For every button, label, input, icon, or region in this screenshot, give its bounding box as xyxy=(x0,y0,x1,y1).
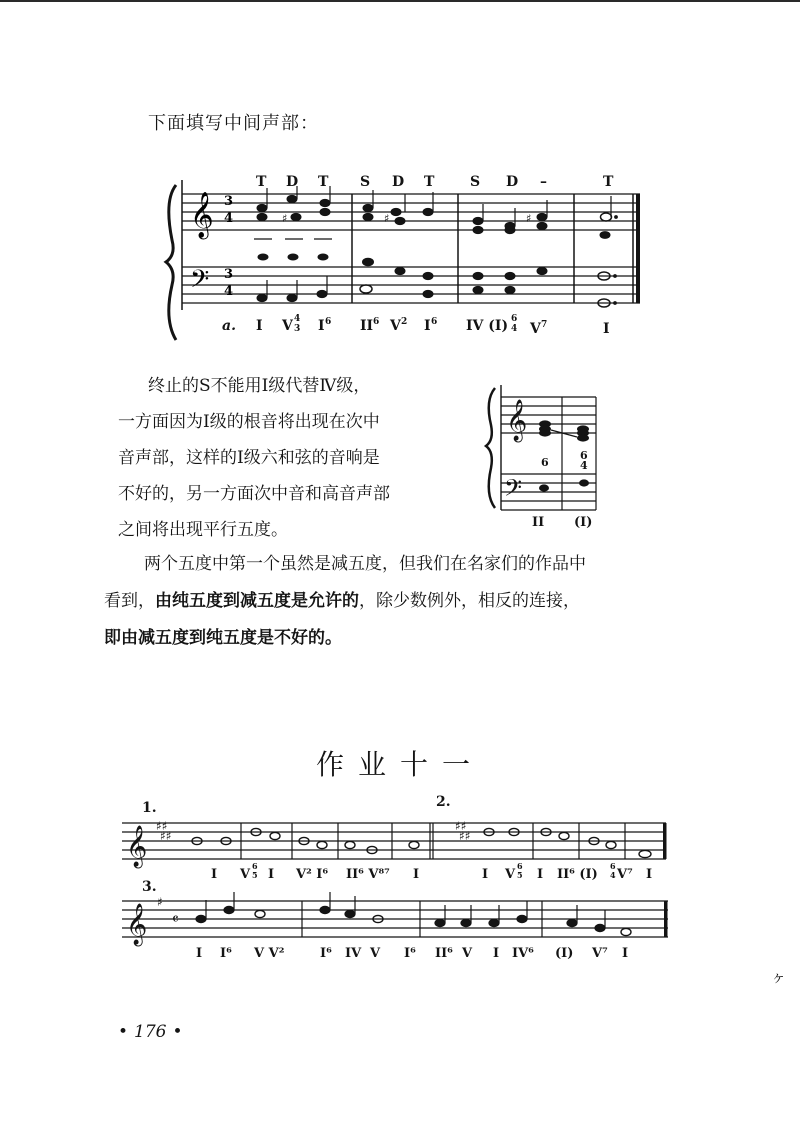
svg-text:6: 6 xyxy=(610,861,616,871)
svg-text:♯: ♯ xyxy=(282,212,288,225)
roman-numeral: I xyxy=(603,321,610,337)
roman-numeral: II xyxy=(360,318,374,334)
emphasis-text: 即由减五度到纯五度是不好的。 xyxy=(104,628,342,648)
svg-text:5: 5 xyxy=(252,870,258,880)
svg-text:6: 6 xyxy=(580,449,588,462)
function-label: – xyxy=(540,174,547,190)
bass-clef-a: 𝄢 xyxy=(190,265,210,300)
function-label: S xyxy=(470,174,481,190)
roman-numeral: IV⁶ xyxy=(512,946,534,961)
text-line: 不好的，另一方面次中音和高音声部 xyxy=(118,484,390,504)
svg-text:𝄞: 𝄞 xyxy=(506,400,528,441)
svg-text:♯♯: ♯♯ xyxy=(459,829,471,843)
roman-numeral: I xyxy=(424,318,431,334)
svg-text:4: 4 xyxy=(580,459,588,472)
text-line: 之间将出现平行五度。 xyxy=(118,520,288,540)
function-label: T xyxy=(424,174,435,190)
roman-numeral: (I) xyxy=(574,515,593,530)
exercise-staff-1 xyxy=(122,823,666,859)
svg-text:6: 6 xyxy=(517,861,523,871)
svg-text:2: 2 xyxy=(401,317,408,327)
svg-text:6: 6 xyxy=(325,317,332,327)
svg-text:♯: ♯ xyxy=(384,212,390,225)
svg-text:♯♯: ♯♯ xyxy=(455,819,467,833)
function-label: T xyxy=(318,174,329,190)
roman-numeral: I xyxy=(196,946,203,961)
svg-text:𝄞: 𝄞 xyxy=(126,904,148,945)
text-line: 看到，由纯五度到减五度是允许的，除少数例外，相反的连接， xyxy=(104,591,580,611)
roman-numeral: I⁶ xyxy=(404,946,416,961)
roman-numeral: I xyxy=(646,867,653,882)
roman-numeral: I xyxy=(413,867,420,882)
roman-numeral: V⁷ xyxy=(592,946,608,961)
svg-text:6: 6 xyxy=(541,456,549,469)
function-label: D xyxy=(286,174,299,190)
roman-numeral: V² I⁶ xyxy=(296,867,329,882)
roman-numeral: V xyxy=(505,867,516,882)
margin-mark: ヶ xyxy=(771,968,787,986)
svg-text:6: 6 xyxy=(252,861,258,871)
svg-text:4: 4 xyxy=(224,211,234,226)
roman-numeral: V xyxy=(390,318,401,334)
svg-text:7: 7 xyxy=(541,320,548,330)
roman-numeral: II⁶ xyxy=(435,946,453,961)
roman-numeral: I⁶ xyxy=(320,946,332,961)
roman-numeral: IV (I) xyxy=(466,318,509,334)
roman-numeral: II⁶ (I) xyxy=(557,867,598,882)
svg-text:4: 4 xyxy=(294,314,301,324)
roman-numeral: V V² xyxy=(254,946,285,961)
roman-numeral: (I) xyxy=(555,946,574,961)
svg-text:3: 3 xyxy=(224,194,234,209)
svg-text:6: 6 xyxy=(431,317,438,327)
roman-numeral: I xyxy=(493,946,500,961)
roman-numeral: I xyxy=(211,867,218,882)
svg-text:3: 3 xyxy=(294,324,301,334)
svg-text:𝄴: 𝄴 xyxy=(172,910,179,928)
svg-text:4: 4 xyxy=(511,324,518,334)
function-label: T xyxy=(256,174,267,190)
roman-numeral: I xyxy=(537,867,544,882)
function-label: D xyxy=(392,174,405,190)
emphasis-text: 由纯五度到减五度是允许的 xyxy=(155,591,359,611)
exercise-number: 2. xyxy=(436,794,451,810)
roman-numeral: II⁶ V⁸⁷ xyxy=(346,867,390,882)
exercise-title: 作业十一 xyxy=(315,748,484,781)
page-number: • 176 • xyxy=(118,1022,183,1042)
roman-numeral: I xyxy=(256,318,263,334)
roman-numeral: V xyxy=(370,946,381,961)
roman-numeral: IV xyxy=(345,946,362,961)
svg-text:♯: ♯ xyxy=(157,895,163,909)
roman-numeral: V⁷ xyxy=(617,867,633,882)
roman-numeral: I⁶ xyxy=(220,946,232,961)
svg-text:♯: ♯ xyxy=(526,212,532,225)
roman-numeral: I xyxy=(482,867,489,882)
exercise-number: 3. xyxy=(142,879,157,895)
text-line: 音声部，这样的Ⅰ级六和弦的音响是 xyxy=(118,448,380,468)
exercise-number: 1. xyxy=(142,800,157,816)
svg-text:3: 3 xyxy=(224,267,234,282)
svg-text:4: 4 xyxy=(610,870,616,880)
svg-text:4: 4 xyxy=(224,284,234,299)
text-line: 终止的S不能用Ⅰ级代替Ⅳ级， xyxy=(148,376,371,396)
svg-text:6: 6 xyxy=(511,314,518,324)
roman-numeral: I xyxy=(268,867,275,882)
svg-text:♯♯: ♯♯ xyxy=(160,829,172,843)
function-label: S xyxy=(360,174,371,190)
function-label: T xyxy=(603,174,614,190)
roman-numeral: II xyxy=(532,515,545,530)
roman-numeral: I xyxy=(318,318,325,334)
roman-numeral: V xyxy=(462,946,473,961)
roman-numeral: I xyxy=(622,946,629,961)
roman-numeral: V xyxy=(282,318,293,334)
svg-text:♯♯: ♯♯ xyxy=(156,819,168,833)
svg-text:6: 6 xyxy=(373,317,380,327)
svg-text:𝄢: 𝄢 xyxy=(504,474,523,507)
roman-numeral: V xyxy=(240,867,251,882)
example-label-a: a. xyxy=(222,318,236,334)
roman-numeral: V xyxy=(530,321,541,337)
svg-text:𝄞: 𝄞 xyxy=(126,826,148,867)
text-line: 一方面因为Ⅰ级的根音将出现在次中 xyxy=(118,412,380,432)
svg-text:5: 5 xyxy=(517,870,523,880)
text-line: 两个五度中第一个虽然是减五度，但我们在名家们的作品中 xyxy=(144,554,586,574)
treble-clef-a: 𝄞 xyxy=(190,192,214,238)
function-label: D xyxy=(506,174,519,190)
section-heading: 下面填写中间声部： xyxy=(148,113,319,134)
